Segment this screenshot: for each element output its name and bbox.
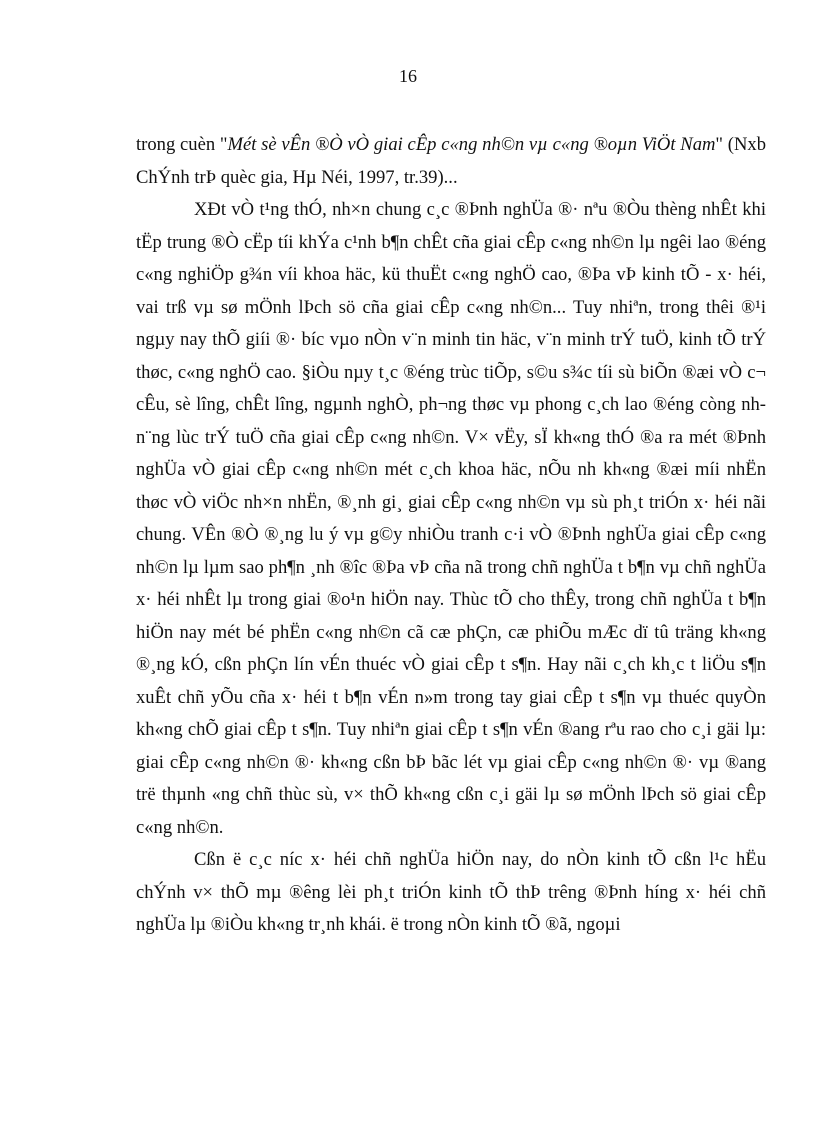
paragraph-citation (136, 129, 766, 194)
paragraph-socialist-countries: Cßn ë c¸c níc x· héi chñ nghÜa hiÖn nay, do nÒn kinh tÕ cßn l¹c hËu chÝnh v× thÕ mµ ®êng lèi ph¸t triÓn kinh tÕ thÞ trêng ®Þnh híng x· héi chñ nghÜa lµ ®iÒu kh«ng tr¸nh khái. ë trong nÒn kinh tÕ ®ã, ngoµi (136, 849, 766, 935)
document-body (136, 129, 766, 942)
paragraph-definition-overview: XÐt vÒ t¹ng thÓ, nh×n chung c¸c ®Þnh nghÜa ®· nªu ®Òu thèng nhÊt khi tËp trung ®Ò cËp tíi khÝa c¹nh b¶n chÊt cña giai cÊp c«ng nh©n lµ ngêi lao ®éng c«ng nghiÖp g¾n víi khoa häc, kü thuËt c«ng nghÖ cao, ®Þa vÞ kinh tÕ - x· héi, vai trß vµ sø mÖnh lÞch sö cña giai cÊp c«ng nh©n... Tuy nhiªn, trong thêi ®¹i ngµy nay thÕ giíi ®· bíc vµo nÒn v¨n minh tin häc, v¨n minh trÝ tuÖ, kinh tÕ trÝ thøc, c«ng nghÖ cao. §iÒu nµy t¸c ®éng trùc tiÕp, s©u s¾c tíi sù biÕn ®æi vÒ c¬ cÊu, sè lîng, chÊt lîng, ngµnh nghÒ, ph¬ng thøc vµ phong c¸ch lao ®éng còng nh n¨ng lùc trÝ tuÖ cña giai cÊp c«ng nh©n. V× vËy, sÏ kh«ng thÓ ®a ra mét ®Þnh nghÜa vÒ giai cÊp c«ng nh©n mét c¸ch khoa häc, nÕu nh kh«ng ®æi míi nhËn thøc vÒ viÖc nh×n nhËn, ®¸nh gi¸ giai cÊp c«ng nh©n vµ sù ph¸t triÓn x· héi nãi chung. VÊn ®Ò ®¸ng lu ý vµ g©y nhiÒu tranh c·i vÒ ®Þnh nghÜa giai cÊp c«ng nh©n lµ lµm sao ph¶n ¸nh ®îc ®Þa vÞ cña nã trong chñ nghÜa t b¶n vµ chñ nghÜa x· héi nhÊt lµ trong giai ®o¹n hiÖn nay. Thùc tÕ cho thÊy, trong chñ nghÜa t b¶n hiÖn nay mét bé phËn c«ng nh©n cã cæ phÇn, cæ phiÕu mÆc dï tû träng kh«ng ®¸ng kÓ, cßn phÇn lín vÉn thuéc vÒ giai cÊp t s¶n. Hay nãi c¸ch kh¸c t liÖu s¶n xuÊt chñ yÕu cña x· héi t b¶n vÉn n»m trong tay giai cÊp t s¶n vµ thuéc quyÒn kh«ng chÕ giai cÊp t s¶n. Tuy nhiªn giai cÊp t s¶n vÉn ®ang rªu rao cho c¸i gäi lµ: giai cÊp c«ng nh©n ®· kh«ng cßn bÞ bãc lét vµ giai cÊp c«ng nh©n ®· vµ ®ang trë thµnh «ng chñ thùc sù, v× thÕ kh«ng cßn c¸i gäi lµ sø mÖnh lÞch sö giai cÊp c«ng nh©n. (136, 199, 766, 838)
citation-suffix: " (Nxb ChÝnh trÞ quèc gia, Hµ Néi, 1997, tr.39)... (136, 134, 766, 188)
page-number: 16 (399, 66, 417, 86)
citation-prefix: trong cuèn " (136, 134, 228, 155)
book-title: Mét sè vÊn ®Ò vÒ giai cÊp c«ng nh©n vµ c«ng ®oµn ViÖt Nam (227, 134, 716, 155)
